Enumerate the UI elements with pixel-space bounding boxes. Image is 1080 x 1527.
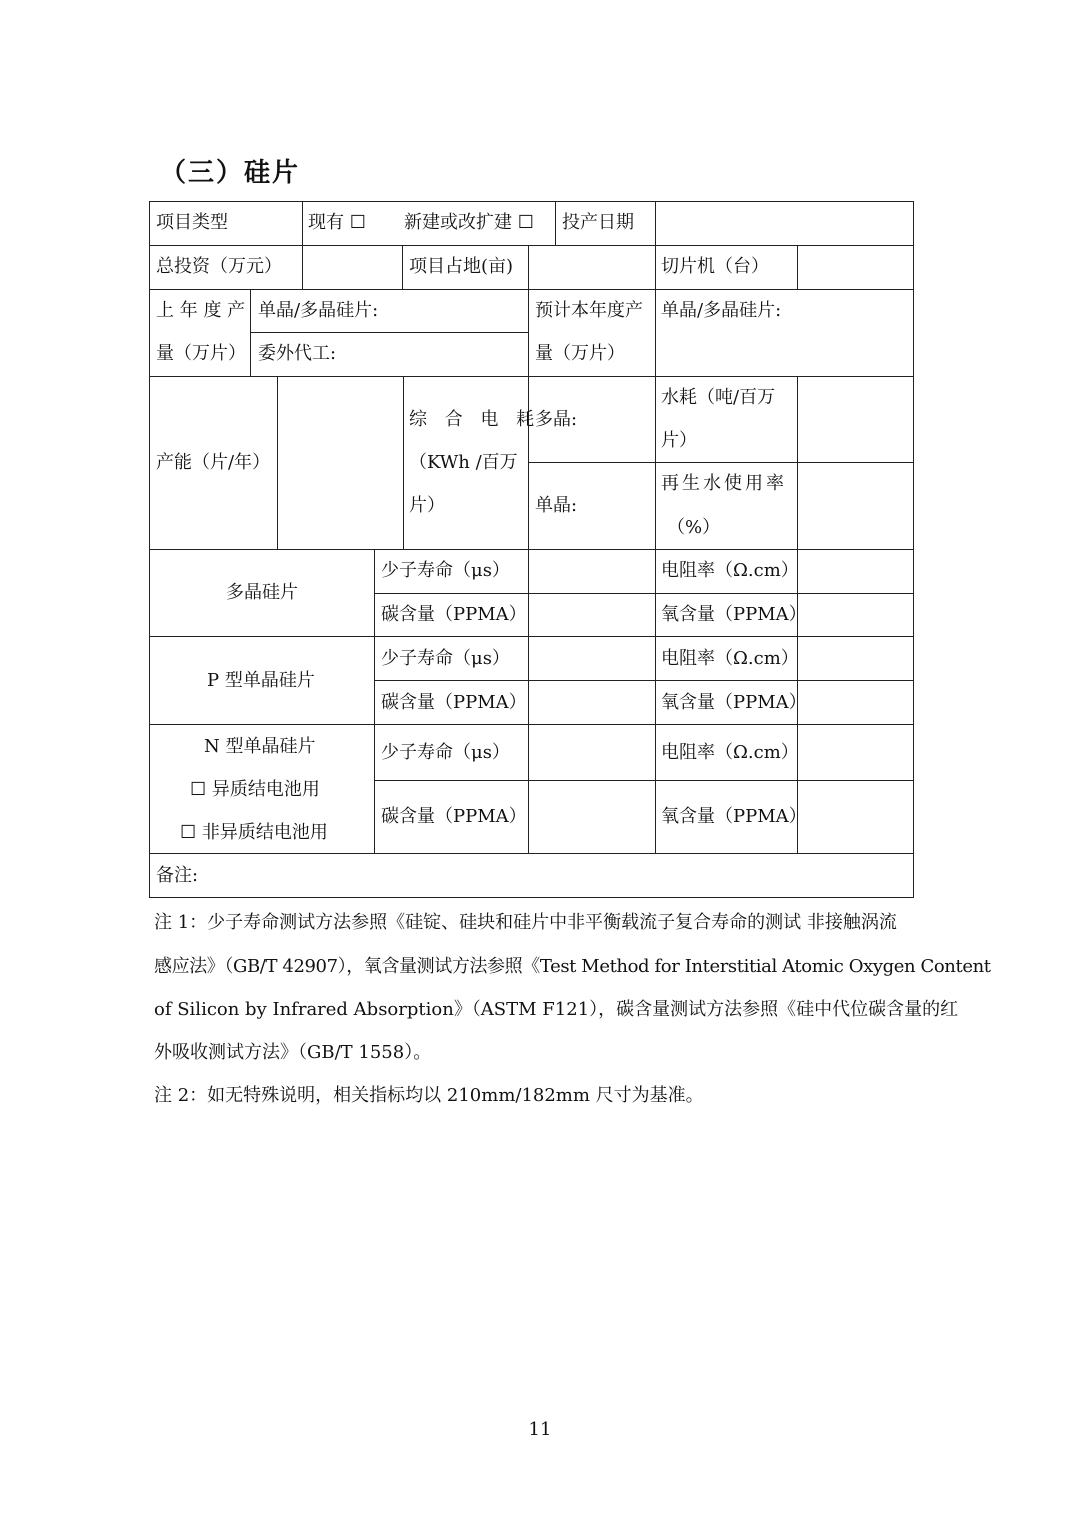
power-consumption-label-line3: 片） [409,495,445,516]
multi-lifetime-label: 少子寿命（μs） [381,560,510,581]
note1-line2: 感应法》（GB/T 42907），氧含量测试方法参照《Test Method for Interstitial Atomic Oxygen Content [154,956,991,977]
last-year-output-label-line1: 上 年 度 产 [156,300,246,321]
multi-wafer-label: 多晶硅片 [226,582,298,603]
p-lifetime-label: 少子寿命（μs） [381,648,510,669]
start-date-field[interactable] [656,202,913,245]
n-carbon-label: 碳含量（PPMA） [381,806,527,827]
planned-mono-multi-label: 单晶/多晶硅片: [661,300,782,321]
water-consumption-label-line2: 片） [661,430,697,451]
new-or-rebuild-checkbox-label[interactable]: 新建或改扩建 ☐ [404,212,534,233]
planned-output-label-line1: 预计本年度产 [535,300,643,321]
recycled-water-label-line2: （%） [667,517,721,538]
recycled-water-label-line1: 再生水使用率 [661,473,787,494]
project-type-label: 项目类型 [156,212,228,233]
page-number: 11 [528,1419,552,1440]
land-area-field[interactable] [529,246,655,289]
remarks-label: 备注: [156,865,199,886]
capacity-field[interactable] [278,377,403,549]
n-lifetime-label: 少子寿命（μs） [381,742,510,763]
slicer-label: 切片机（台） [661,256,769,277]
mono-power-label: 单晶: [535,495,578,516]
multi-resistivity-label: 电阻率（Ω.cm） [661,560,799,581]
multi-power-label: 多晶: [535,409,578,430]
last-year-output-label-line2: 量（万片） [156,343,246,364]
n-resistivity-label: 电阻率（Ω.cm） [661,742,799,763]
capacity-label: 产能（片/年） [156,452,271,473]
n-oxygen-label: 氧含量（PPMA） [661,806,807,827]
multi-oxygen-label: 氧含量（PPMA） [661,604,807,625]
existing-checkbox-label[interactable]: 现有 ☐ [308,212,366,233]
start-date-label: 投产日期 [562,212,634,233]
note1-line1: 注 1：少子寿命测试方法参照《硅锭、硅块和硅片中非平衡载流子复合寿命的测试 非接触涡流 [154,912,897,933]
section-title: （三）硅片 [160,158,301,188]
heterojunction-option[interactable]: ☐ 异质结电池用 [190,779,320,800]
p-oxygen-label: 氧含量（PPMA） [661,692,807,713]
power-consumption-label-line2: （KWh /百万 [409,452,518,473]
total-investment-field[interactable] [303,246,402,289]
p-resistivity-label: 电阻率（Ω.cm） [661,648,799,669]
outsourced-label: 委外代工: [258,343,337,364]
note2: 注 2：如无特殊说明，相关指标均以 210mm/182mm 尺寸为基准。 [154,1085,704,1106]
land-area-label: 项目占地(亩) [409,256,514,277]
slicer-field[interactable] [798,246,913,289]
total-investment-label: 总投资（万元） [156,256,282,277]
note1-line4: 外吸收测试方法》（GB/T 1558）。 [154,1042,432,1063]
mono-multi-wafer-label: 单晶/多晶硅片: [258,300,379,321]
n-type-wafer-label: N 型单晶硅片 [204,736,316,757]
power-consumption-label-line1: 综 合 电 耗 [409,409,541,430]
water-consumption-label-line1: 水耗（吨/百万 [661,387,776,408]
planned-output-label-line2: 量（万片） [535,343,625,364]
p-carbon-label: 碳含量（PPMA） [381,692,527,713]
multi-carbon-label: 碳含量（PPMA） [381,604,527,625]
p-type-wafer-label: P 型单晶硅片 [207,670,315,691]
non-heterojunction-option[interactable]: ☐ 非异质结电池用 [180,822,328,843]
note1-line3: of Silicon by Infrared Absorption》（ASTM F121），碳含量测试方法参照《硅中代位碳含量的红 [154,999,959,1020]
